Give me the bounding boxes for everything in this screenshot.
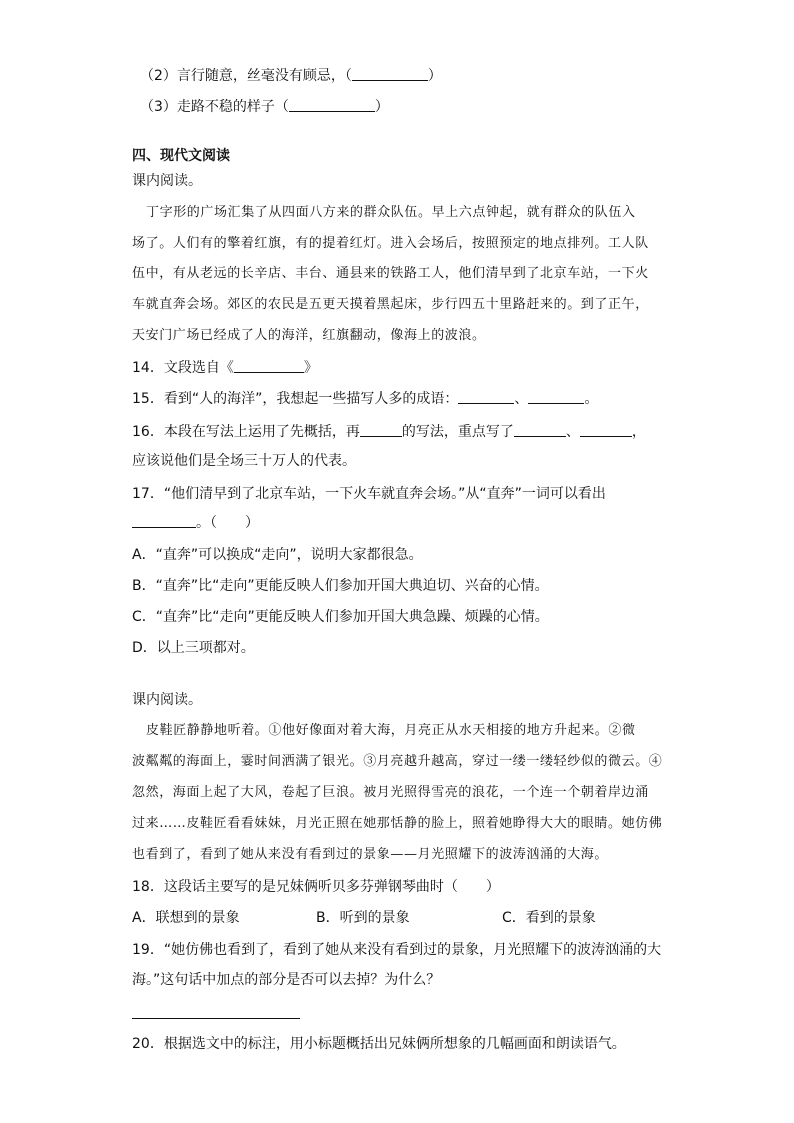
answer-blank[interactable]: [580, 422, 632, 437]
q-item-3: （3）走路不稳的样子（ ）: [140, 99, 389, 115]
question-18: 18．这段话主要写的是兄妹俩听贝多芬弹钢琴曲时（ ）: [132, 879, 500, 895]
question-16-line2: 应该说他们是全场三十万人的代表。: [132, 453, 356, 469]
option-a: A．联想到的景象: [132, 910, 240, 926]
question-15: 15．看到“人的海洋”，我想起一些描写人多的成语： 、 。: [132, 391, 599, 407]
question-14: 14．文段选自《 》: [132, 360, 318, 376]
passage-line: 也看到了，看到了她从来没有看到过的景象——月光照耀下的波涛汹涌的大海。: [132, 847, 609, 862]
answer-blank[interactable]: [132, 513, 196, 528]
answer-blank[interactable]: [352, 66, 428, 81]
passage-line: 忽然，海面上起了大风，卷起了巨浪。被月光照得雪亮的浪花，一个连一个朝着岸边涌: [132, 785, 649, 800]
option-b: B．“直奔”比“走向”更能反映人们参加开国大典迫切、兴奋的心情。: [132, 578, 549, 594]
answer-blank[interactable]: [289, 97, 375, 112]
section-heading: 四、现代文阅读: [132, 148, 230, 164]
answer-blank[interactable]: [234, 358, 304, 373]
option-a: A．“直奔”可以换成“走向”，说明大家都很急。: [132, 547, 423, 563]
answer-blank[interactable]: [458, 389, 514, 404]
passage-line: 伍中，有从老远的长辛店、丰台、通县来的铁路工人，他们清早到了北京车站，一下火: [132, 266, 649, 281]
passage-line: 场了。人们有的擎着红旗，有的提着红灯。进入会场后，按照预定的地点排列。工人队: [132, 236, 649, 251]
reading-intro: 课内阅读。: [132, 692, 202, 708]
answer-blank[interactable]: [528, 389, 584, 404]
passage-line: 皮鞋匠静静地听着。①他好像面对着大海，月亮正从水天相接的地方升起来。②微: [146, 723, 636, 738]
passage-line: 丁字形的广场汇集了从四面八方来的群众队伍。早上六点钟起，就有群众的队伍入: [146, 205, 636, 220]
question-20: 20．根据选文中的标注，用小标题概括出兄妹俩所想象的几幅画面和朗读语气。: [132, 1036, 626, 1052]
option-c: C．看到的景象: [502, 910, 596, 926]
option-c: C．“直奔”比“走向”更能反映人们参加开国大典急躁、烦躁的心情。: [132, 609, 549, 625]
q-item-2: （2）言行随意，丝毫没有顾忌，（ ）: [140, 68, 442, 84]
passage-line: 天安门广场已经成了人的海洋，红旗翻动，像海上的波浪。: [132, 328, 486, 343]
question-17: 17．“他们清早到了北京车站，一下火车就直奔会场。”从“直奔”一词可以看出: [132, 486, 606, 502]
question-19: 19．“她仿佛也看到了，看到了她从来没有看到过的景象，月光照耀下的波涛汹涌的大: [132, 942, 662, 958]
passage-line: 过来……皮鞋匠看看妹妹，月光正照在她那恬静的脸上，照着她睁得大大的眼睛。她仿佛: [132, 816, 663, 831]
passage-line: 车就直奔会场。郊区的农民是五更天摸着黑起床，步行四五十里路赶来的。到了正午，: [132, 297, 649, 312]
option-d: D．以上三项都对。: [132, 640, 255, 656]
question-19-line2: 海。”这句话中加点的部分是否可以去掉？为什么？: [132, 972, 441, 988]
question-16: 16．本段在写法上运用了先概括，再 的写法，重点写了 、 ，: [132, 424, 646, 440]
option-b: B．听到的景象: [316, 910, 410, 926]
answer-line[interactable]: [132, 1018, 300, 1019]
reading-intro: 课内阅读。: [132, 173, 202, 189]
question-17-line2: 。（ ）: [132, 513, 259, 533]
answer-blank[interactable]: [514, 422, 566, 437]
answer-blank[interactable]: [360, 422, 402, 437]
passage-line: 波粼粼的海面上，霎时间洒满了银光。③月亮越升越高，穿过一缕一缕轻纱似的微云。④: [132, 754, 663, 769]
